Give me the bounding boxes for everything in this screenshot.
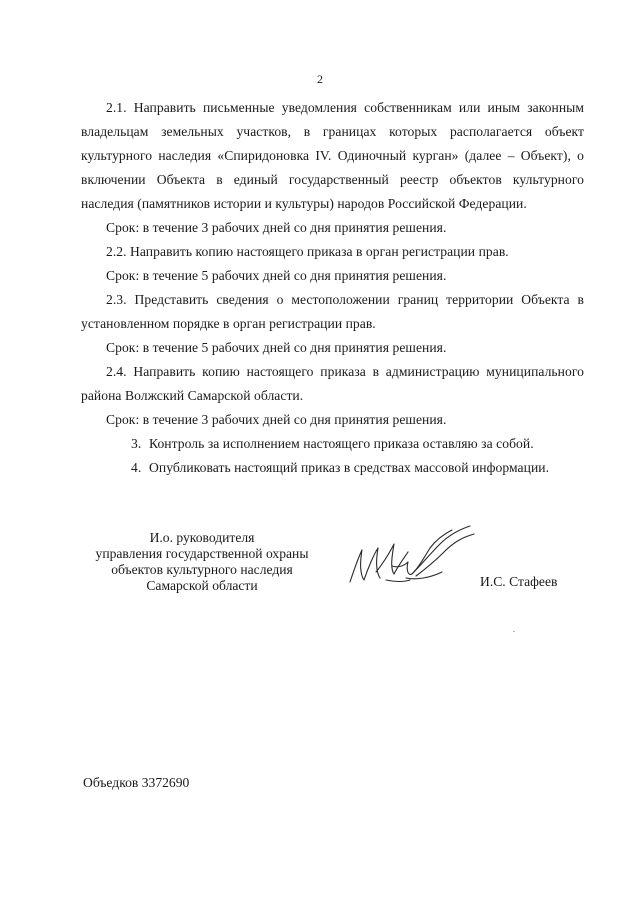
deadline-2-4: Срок: в течение 3 рабочих дней со дня принятия решения.: [106, 412, 447, 427]
item-3: [81, 432, 584, 456]
deadline-2-2: Срок: в течение 5 рабочих дней со дня принятия решения.: [106, 268, 447, 283]
deadline-2-3: Срок: в течение 5 рабочих дней со дня принятия решения.: [106, 340, 447, 355]
item-4-number: 4.: [131, 460, 142, 475]
paragraph-2-3: 2.3. Представить сведения о местоположении границ территории Объекта в установленном порядке в орган регистрации прав.: [81, 292, 584, 331]
item-3-number: 3.: [131, 436, 142, 451]
signatory-title-line: объектов культурного наследия: [111, 562, 293, 577]
paragraph-2-2: 2.2. Направить копию настоящего приказа в орган регистрации прав.: [106, 244, 509, 259]
item-3-text: Контроль за исполнением настоящего приказа оставляю за собой.: [149, 436, 534, 451]
signatory-title-line: И.о. руководителя: [149, 530, 255, 545]
signatory-title-line: управления государственной охраны: [95, 546, 309, 561]
paragraph-2-1: 2.1. Направить письменные уведомления собственникам или иным законным владельцам земельных участков, в границах которых располагается объект культурного наследия «Спиридоновка IV. Одиночный курган» (далее – Объект), о включении Объекта в единый государственный реестр объектов культурного наследия (памятников истории и культуры) народов Российской Федерации.: [81, 100, 584, 211]
item-4: [81, 456, 584, 480]
signatory-name: И.С. Стафеев: [480, 574, 558, 589]
signatory-title-line: Самарской области: [146, 578, 258, 593]
signatory-title: [84, 530, 320, 594]
scan-speck: [513, 631, 515, 632]
page-number: 2: [317, 72, 323, 86]
paragraph-2-4: 2.4. Направить копию настоящего приказа в администрацию муниципального района Волжский Самарской области.: [81, 364, 584, 403]
executor-reference: Объедков 3372690: [83, 775, 190, 790]
handwritten-signature: [346, 522, 478, 592]
item-4-text: Опубликовать настоящий приказ в средствах массовой информации.: [149, 460, 550, 475]
document-body: [81, 96, 584, 480]
deadline-2-1: Срок: в течение 3 рабочих дней со дня принятия решения.: [106, 220, 447, 235]
